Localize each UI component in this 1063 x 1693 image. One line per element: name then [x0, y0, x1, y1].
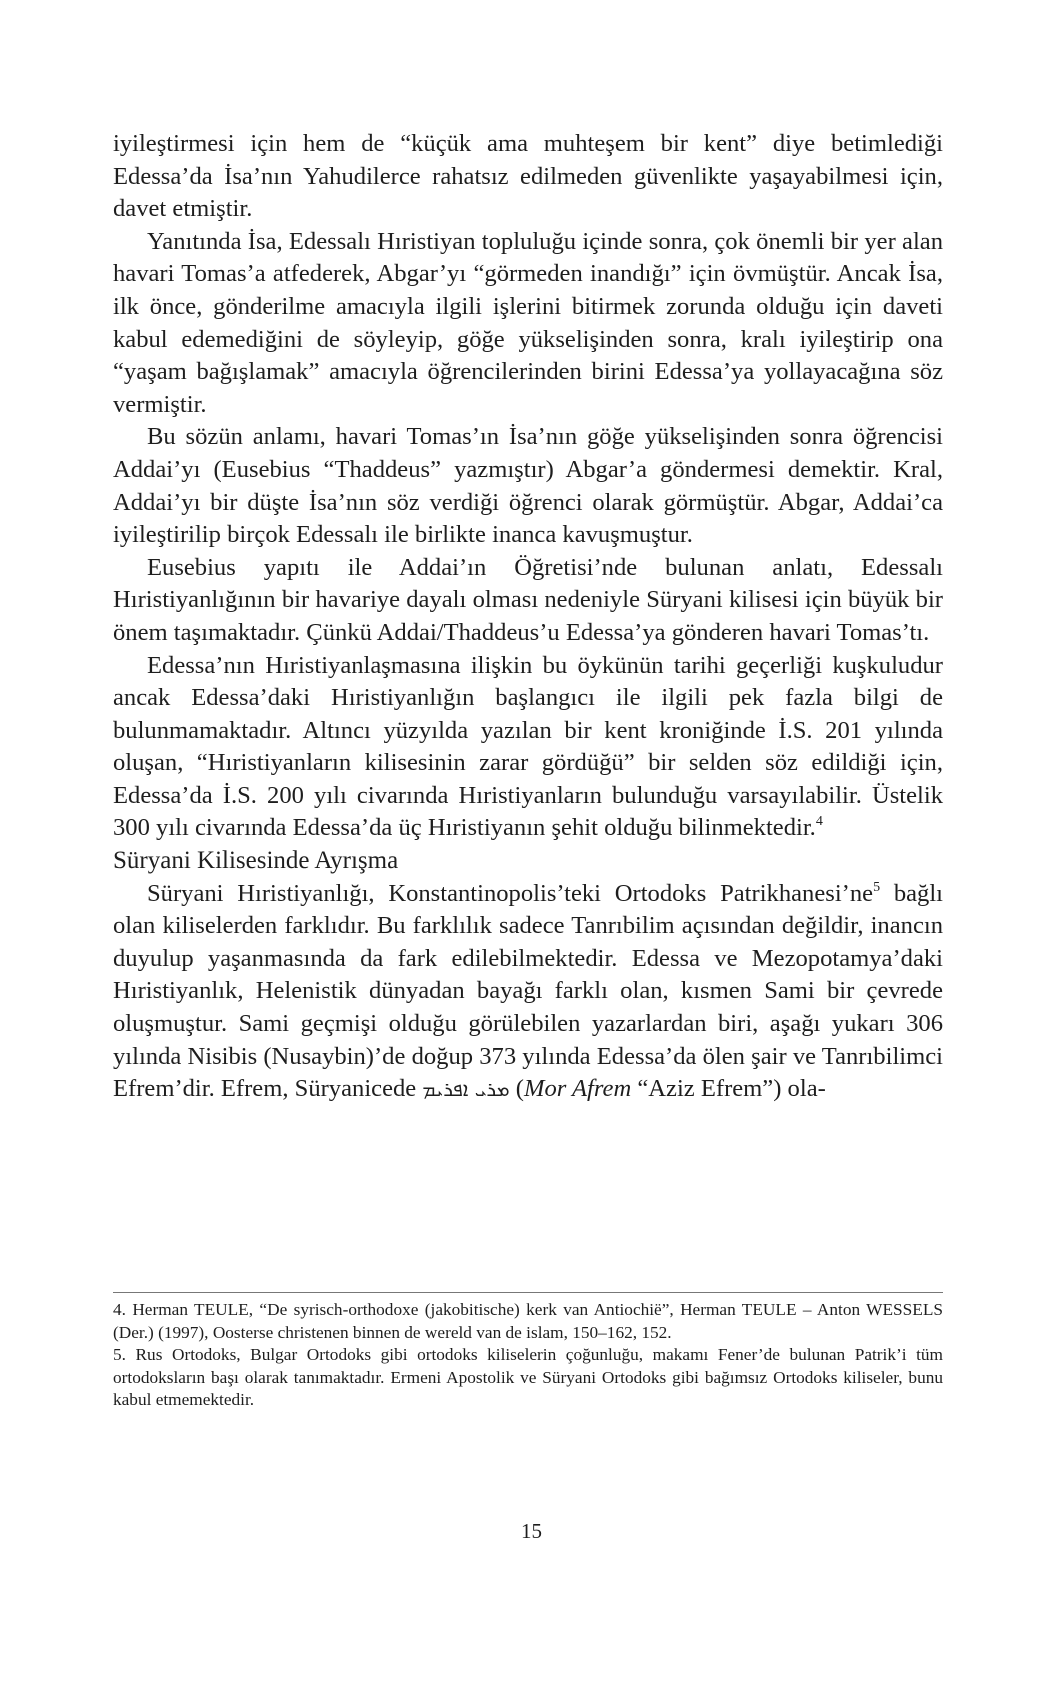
- footnote: 5. Rus Ortodoks, Bulgar Ortodoks gibi ortodoks kiliselerin çoğunluğu, makamı Fener’de bulunan Patrik’i tüm ortodoksların başı olarak tanımaktadır. Ermeni Apostolik ve Süryani Ortodoks gibi bağımsız Ortodoks kiliseler, bunu kabul etmemektedir.: [113, 1345, 943, 1410]
- paragraph-text: “Aziz Efrem”) ola-: [631, 1075, 826, 1103]
- footnote: 4. Herman TEULE, “De syrisch-orthodoxe (jakobitische) kerk van Antiochië”, Herman TEULE – Anton WESSELS (Der.) (1997), Oosterse christenen binnen de wereld van de islam, 150–162, 152.: [113, 1300, 943, 1342]
- paragraph: Bu sözün anlamı, havari Tomas’ın İsa’nın göğe yükselişinden sonra öğrencisi Addai’yı (Eusebius “Thaddeus” yazmıştır) Abgar’a göndermesi demektir. Kral, Addai’yı bir düşte İsa’nın söz verdiği öğrenci olarak görmüştür. Abgar, Addai’ca iyileştirilip birçok Edessalı ile birlikte inanca kavuşmuştur.: [113, 423, 943, 549]
- body-text: [113, 128, 943, 1106]
- paragraph-text: (: [509, 1075, 524, 1103]
- footnote-ref: 4: [815, 814, 823, 830]
- paragraph: Yanıtında İsa, Edessalı Hıristiyan topluluğu içinde sonra, çok önemli bir yer alan havari Tomas’a atfederek, Abgar’yı “görmeden inandığı” için övmüştür. Ancak İsa, ilk önce, gönderilme amacıyla ilgili işlerini bitirmek zorunda olduğu için daveti kabul edemediğini de söyleyip, göğe yükselişinden sonra, kralı iyileştirip ona “yaşam bağışlamak” amacıyla öğrencilerinden birini Edessa’ya yollayacağına söz vermiştir.: [113, 227, 943, 418]
- footnote-ref: 5: [873, 879, 881, 895]
- paragraph-text: Edessa’nın Hıristiyanlaşmasına ilişkin bu öykünün tarihi geçerliği kuşkuludur ancak Edessa’daki Hıristiyanlığın başlangıcı ile ilgili pek fazla bilgi de bulunmamaktadır. Altıncı yüzyılda yazılan bir kent kroniğinde İ.S. 201 yılında oluşan, “Hıristiyanların kilisesinin zarar gördüğü” bir selden söz edildiği için, Edessa’da İ.S. 200 yılı civarında Hıristiyanların bulunduğu varsayılabilir. Üstelik 300 yılı civarında Edessa’da üç Hıristiyanın şehit olduğu bilinmektedir.: [113, 651, 943, 842]
- paragraph-text: Süryani Hıristiyanlığı, Konstantinopolis’teki Ortodoks Patrikhanesi’ne: [147, 879, 874, 907]
- paragraph: [113, 878, 943, 1106]
- footnote-divider: [113, 1292, 943, 1293]
- syriac-text: ܡܪܝ ܐܦܪܝܡ: [422, 1077, 510, 1102]
- paragraph: iyileştirmesi için hem de “küçük ama muhteşem bir kent” diye betimlediği Edessa’da İsa’nın Yahudilerce rahatsız edilmeden güvenlikte yaşayabilmesi için, davet etmiştir.: [113, 130, 943, 223]
- footnotes: [113, 1299, 943, 1412]
- section-heading: Süryani Kilisesinde Ayrışma: [113, 847, 399, 875]
- paragraph: Eusebius yapıtı ile Addai’ın Öğretisi’nde bulunan anlatı, Edessalı Hıristiyanlığının bir havariye dayalı olması nedeniyle Süryani kilisesi için büyük bir önem taşımaktadır. Çünkü Addai/Thaddeus’u Edessa’ya gönderen havari Tomas’tı.: [113, 553, 943, 646]
- page-number: 15: [521, 1519, 542, 1543]
- paragraph-text: bağlı olan kiliselerden farklıdır. Bu farklılık sadece Tanrıbilim açısından değildir, inancın duyulup yaşanmasında da fark edilebilmektedir. Edessa ve Mezopotamya’daki Hıristiyanlık, Helenistik dünyadan bayağı farklı olan, kısmen Sami bir çevrede oluşmuştur. Sami geçmişi olduğu görülebilen yazarlardan biri, aşağı yukarı 306 yılında Nisibis (Nusaybin)’de doğup 373 yılında Edessa’da ölen şair ve Tanrıbilimci Efrem’dir. Efrem, Süryanicede: [113, 879, 943, 1103]
- paragraph: [113, 650, 943, 846]
- italic-term: Mor Afrem: [523, 1075, 632, 1103]
